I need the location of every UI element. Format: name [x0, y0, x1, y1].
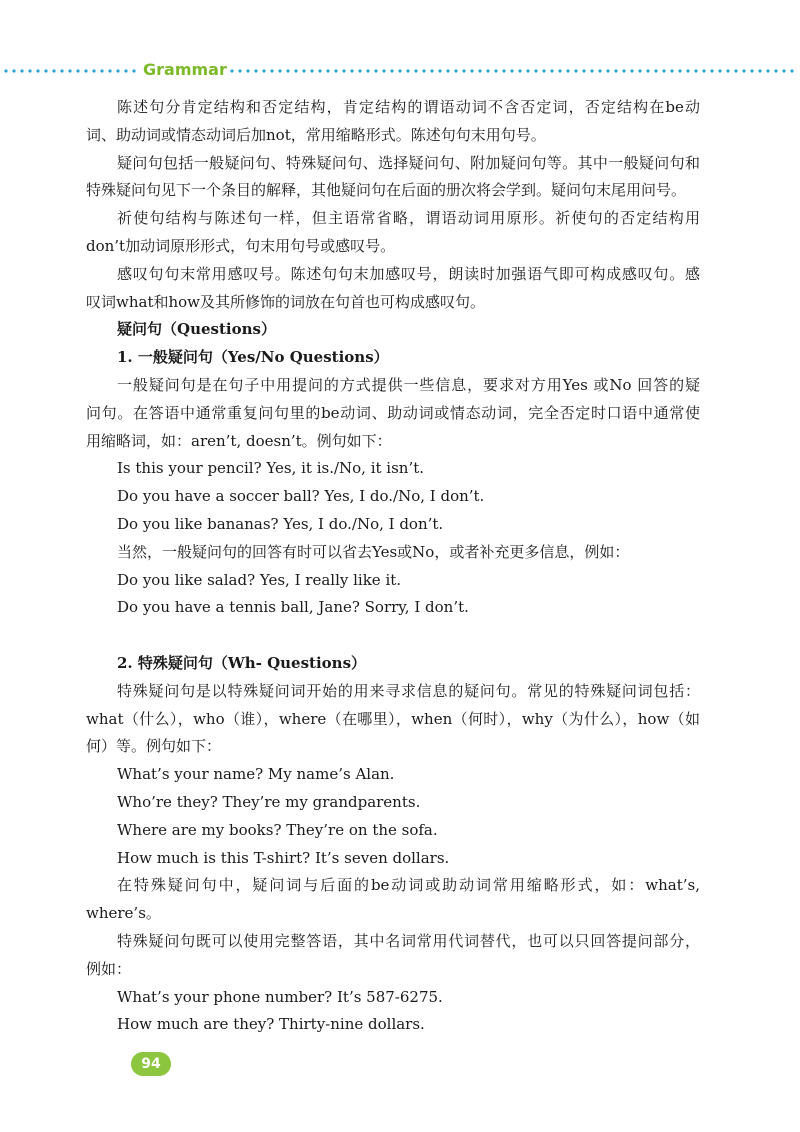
- example-sentence: Do you like bananas? Yes, I do./No, I don’t.: [117, 514, 444, 533]
- wh-questions-heading: 2. 特殊疑问句（Wh- Questions）: [117, 653, 367, 672]
- example-sentence: Do you have a soccer ball? Yes, I do./No, I don’t.: [117, 487, 485, 506]
- example-sentence: How much are they? Thirty-nine dollars.: [117, 1015, 425, 1034]
- paragraph-line: 特殊疑问句既可以使用完整答语，其中名词常用代词替代，也可以只回答提问部分，: [117, 931, 700, 950]
- paragraph-line: 感叹句句末常用感叹号。陈述句句末加感叹号，朗读时加强语气即可构成感叹句。感: [117, 264, 700, 283]
- paragraph-line: 特殊疑问句是以特殊疑问词开始的用来寻求信息的疑问句。常见的特殊疑问词包括：: [117, 681, 700, 700]
- header-dotted-rule-right: [228, 69, 798, 73]
- paragraph-line: 祈使句结构与陈述句一样，但主语常省略，谓语动词用原形。祈使句的否定结构用: [117, 209, 700, 228]
- page-header: [0, 58, 800, 84]
- page-number-badge: 94: [131, 1052, 171, 1076]
- paragraph-line: 叹词what和how及其所修饰的词放在句首也可构成感叹句。: [86, 292, 486, 311]
- paragraph-line: 问句。在答语中通常重复问句里的be动词、助动词或情态动词，完全否定时口语中通常使: [86, 403, 700, 422]
- paragraph-line: 例如：: [86, 959, 132, 978]
- paragraph-line: 陈述句分肯定结构和否定结构，肯定结构的谓语动词不含否定词，否定结构在be动: [117, 98, 700, 116]
- questions-heading: 疑问句（Questions）: [117, 320, 276, 339]
- example-sentence: Who’re they? They’re my grandparents.: [117, 792, 421, 811]
- section-gap: [86, 622, 700, 650]
- yes-no-questions-heading: 1. 一般疑问句（Yes/No Questions）: [117, 348, 389, 367]
- page-body: [86, 94, 700, 1039]
- example-sentence: Where are my books? They’re on the sofa.: [117, 820, 438, 839]
- paragraph-line: 在特殊疑问句中，疑问词与后面的be动词或助动词常用缩略形式，如：what’s,: [117, 876, 700, 895]
- paragraph-line: 疑问句包括一般疑问句、特殊疑问句、选择疑问句、附加疑问句等。其中一般疑问句和: [117, 153, 700, 172]
- example-sentence: Is this your pencil? Yes, it is./No, it isn’t.: [117, 459, 425, 478]
- paragraph-line: 当然，一般疑问句的回答有时可以省去Yes或No，或者补充更多信息，例如：: [117, 542, 630, 561]
- example-sentence: Do you have a tennis ball, Jane? Sorry, I don’t.: [117, 598, 469, 617]
- paragraph-line: where’s。: [86, 904, 161, 923]
- paragraph-line: 一般疑问句是在句子中用提问的方式提供一些信息，要求对方用Yes 或No 回答的疑: [117, 375, 700, 394]
- example-sentence: What’s your name? My name’s Alan.: [117, 765, 395, 784]
- paragraph-line: don’t加动词原形形式，句末用句号或感叹号。: [86, 236, 396, 255]
- paragraph-line: 何）等。例句如下：: [86, 737, 222, 756]
- example-sentence: Do you like salad? Yes, I really like it.: [117, 570, 402, 589]
- paragraph-line: 特殊疑问句见下一个条目的解释，其他疑问句在后面的册次将会学到。疑问句末尾用问号。: [86, 181, 687, 200]
- example-sentence: What’s your phone number? It’s 587-6275.: [117, 987, 443, 1006]
- section-title: Grammar: [143, 60, 227, 79]
- example-sentence: How much is this T-shirt? It’s seven dollars.: [117, 848, 450, 867]
- paragraph-line: 词、助动词或情态动词后加not，常用缩略形式。陈述句句末用句号。: [86, 125, 546, 144]
- paragraph-line: what（什么），who（谁），where（在哪里），when（何时），why（为什么），how（如: [86, 709, 700, 728]
- header-dotted-rule-left: [2, 69, 138, 73]
- paragraph-line: 用缩略词，如：aren’t, doesn’t。例句如下：: [86, 431, 392, 450]
